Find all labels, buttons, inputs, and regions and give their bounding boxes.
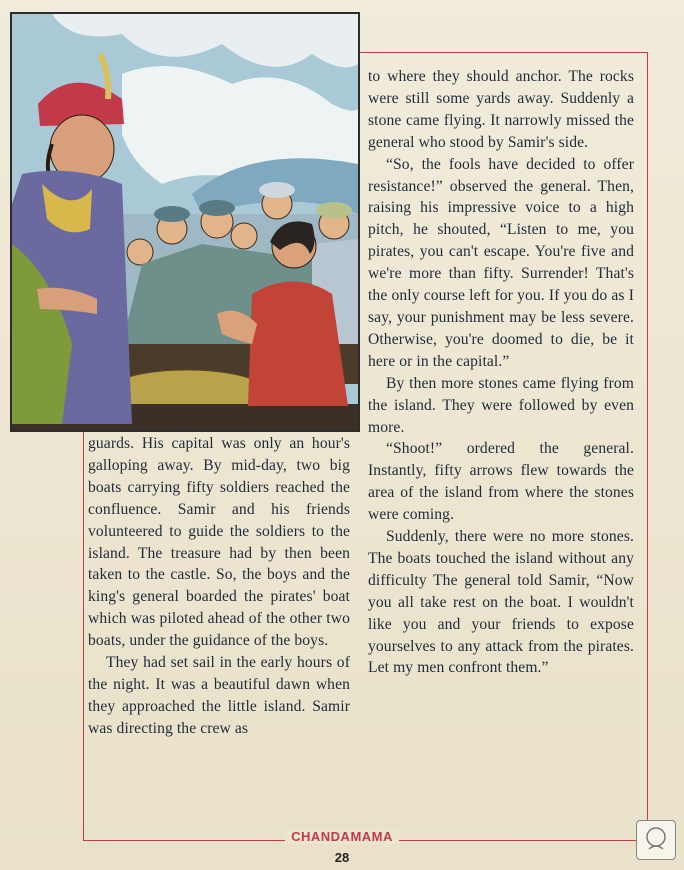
- story-illustration: [10, 12, 360, 432]
- paragraph: By then more stones came flying from the island. They were followed by even more.: [368, 374, 634, 436]
- paragraph: guards. His capital was only an hour's galloping away. By mid-day, two big boats carrying fifty soldiers reached the confluence. Samir and his friends volunteered to guide the soldiers to the island. The treasure had by then been taken to the castle. So, the boys and the king's general boarded the pirates' boat which was piloted ahead of the other two boats, under the guidance of the boys.: [88, 435, 350, 650]
- page-number: 28: [334, 850, 350, 865]
- library-stamp-icon: [636, 820, 676, 860]
- magazine-title-footer: [0, 829, 684, 844]
- right-text-column: [368, 66, 634, 679]
- paragraph: “Shoot!” ordered the general. Instantly, fifty arrows flew towards the area of the island from where the stones were coming.: [368, 440, 634, 524]
- magazine-title: CHANDAMAMA: [285, 829, 399, 844]
- left-text-column: [88, 433, 350, 740]
- paragraph: They had set sail in the early hours of the night. It was a beautiful dawn when they approached the little island. Samir was directing the crew as: [88, 654, 350, 737]
- paragraph: to where they should anchor. The rocks were still some yards away. Suddenly a stone came flying. It narrowly missed the general who stood by Samir's side.: [368, 68, 634, 151]
- paragraph: “So, the fools have decided to offer resistance!” observed the general. Then, raising his impressive voice to a high pitch, he shouted, “Listen to me, you pirates, you can't escape. You're five and we're more than fifty. Surrender! That's the only course left for you. If you do as I say, your punishment may be less severe. Otherwise, you're doomed to die, be it here or in the capital.”: [368, 155, 634, 370]
- paragraph: Suddenly, there were no more stones. The boats touched the island without any difficulty The general told Samir, “Now you all take rest on the boat. I wouldn't like you and your friends to expose yourselves to any attack from the pirates. Let my men confront them.”: [368, 528, 634, 677]
